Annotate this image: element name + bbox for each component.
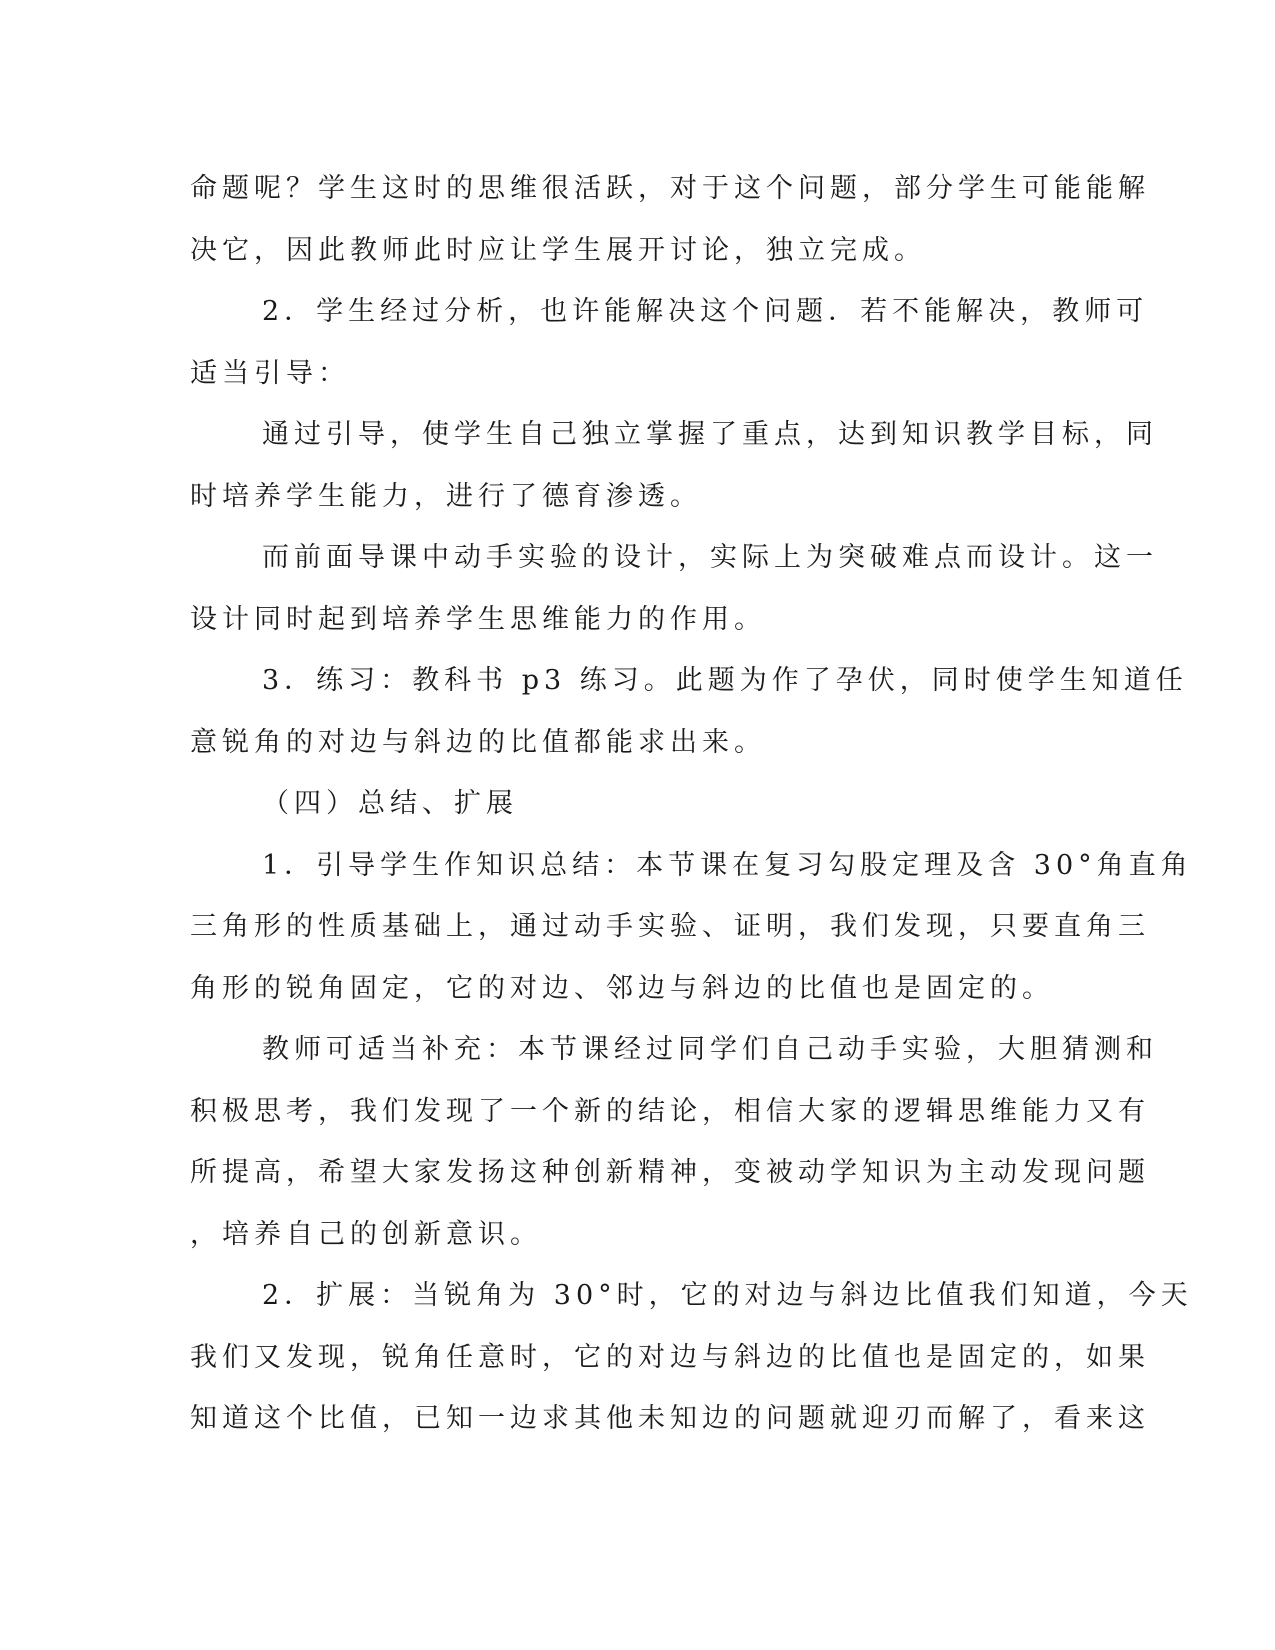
text-line: 三角形的性质基础上，通过动手实验、证明，我们发现，只要直角三 [190,911,1150,942]
text-line: 3．练习：教科书 p3 练习。此题为作了孕伏，同时使学生知道任 [262,665,1188,696]
text-line: 而前面导课中动手实验的设计，实际上为突破难点而设计。这一 [262,542,1158,573]
text-line: 知道这个比值，已知一边求其他未知边的问题就迎刃而解了，看来这 [190,1403,1150,1434]
text-line: ，培养自己的创新意识。 [190,1218,542,1250]
text-line: 意锐角的对边与斜边的比值都能求出来。 [190,726,766,758]
text-line: 命题呢？学生这时的思维很活跃，对于这个问题，部分学生可能能解 [190,173,1150,204]
text-line: 我们又发现，锐角任意时，它的对边与斜边的比值也是固定的，如果 [190,1341,1150,1373]
text-line: 适当引导： [190,357,350,389]
text-line: 时培养学生能力，进行了德育渗透。 [190,480,702,512]
text-line: 积极思考，我们发现了一个新的结论，相信大家的逻辑思维能力又有 [190,1095,1150,1127]
text-line: 2．学生经过分析，也许能解决这个问题．若不能解决，教师可 [262,296,1149,327]
text-line: 所提高，希望大家发扬这种创新精神，变被动学知识为主动发现问题 [190,1157,1150,1188]
body-text [190,158,1193,1450]
section-heading: （四）总结、扩展 [262,788,518,819]
text-line: 角形的锐角固定，它的对边、邻边与斜边的比值也是固定的。 [190,972,1054,1004]
text-line: 2．扩展：当锐角为 30°时，它的对边与斜边比值我们知道，今天 [262,1280,1193,1311]
text-line: 通过引导，使学生自己独立掌握了重点，达到知识教学目标，同 [262,419,1158,450]
text-line: 1．引导学生作知识总结：本节课在复习勾股定理及含 30°角直角 [262,849,1193,881]
text-line: 教师可适当补充：本节课经过同学们自己动手实验，大胆猜测和 [262,1034,1158,1065]
text-line: 决它，因此教师此时应让学生展开讨论，独立完成。 [190,234,926,266]
text-line: 设计同时起到培养学生思维能力的作用。 [190,603,766,635]
